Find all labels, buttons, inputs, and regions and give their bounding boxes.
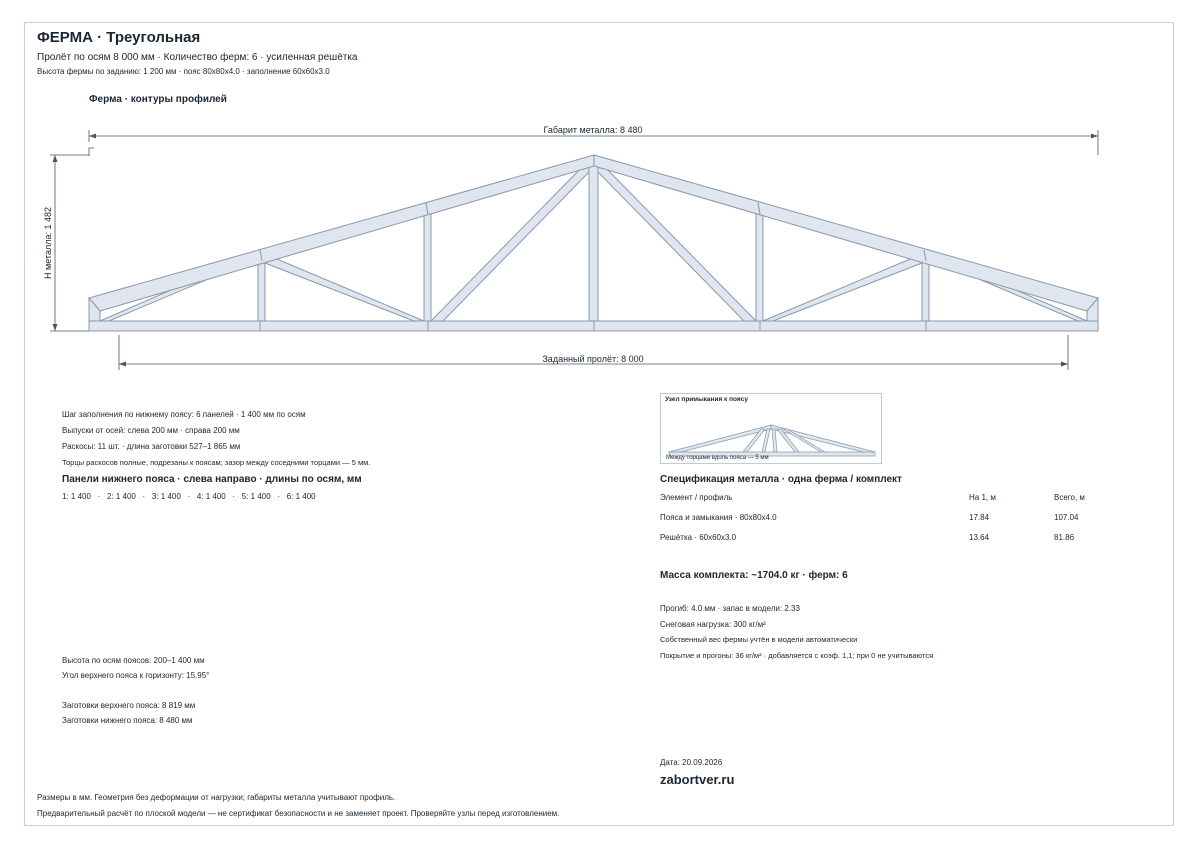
inset-title: Узел примыкания к поясу xyxy=(665,396,748,403)
panels-list: 1: 1 400 · 2: 1 400 · 3: 1 400 · 4: 1 400 · 5: 1 400 · 6: 1 400 xyxy=(62,492,316,501)
diagram-heading: Ферма · контуры профилей xyxy=(89,94,227,105)
braces-text: Раскосы: 11 шт. · длина заготовки 527–1 865 мм xyxy=(62,442,241,451)
panel-item: 1: 1 400 xyxy=(62,492,91,501)
truss-diagonal-5 xyxy=(763,254,922,321)
dim-metal-left-tick xyxy=(89,148,94,156)
page-subtitle: Пролёт по осям 8 000 мм · Количество ферм: 6 · усиленная решётка xyxy=(37,52,358,63)
panel-item: 3: 1 400 xyxy=(151,492,181,501)
heights-text: Высота по осям поясов: 200–1 400 мм xyxy=(62,656,205,665)
dim-span-label: Заданный пролёт: 8 000 xyxy=(542,354,644,364)
inset-caption: Между торцами вдоль пояса — 5 мм xyxy=(666,455,769,461)
panel-item: 2: 1 400 xyxy=(106,492,136,501)
fill-step-text: Шаг заполнения по нижнему поясу: 6 панелей · 1 400 мм по осям xyxy=(62,410,306,419)
spec-row-name: Пояса и замыкания · 80x80x4.0 xyxy=(660,513,777,522)
spec-row-per-one: 17.84 xyxy=(969,513,990,522)
spec-row-total: 107.04 xyxy=(1054,513,1079,522)
bottom-blanks-text: Заготовки нижнего пояса: 8 480 мм xyxy=(62,716,193,725)
spec-col-element: Элемент / профиль xyxy=(660,493,733,502)
footer-note-1: Размеры в мм. Геометрия без деформации от нагрузки; габариты металла учитывают профиль. xyxy=(37,793,396,802)
panel-item: 4: 1 400 xyxy=(196,492,226,501)
footer-note-2: Предварительный расчёт по плоской модели — не сертификат безопасности и не заменяет проект. Проверяйте узлы перед изготовлением. xyxy=(37,809,560,818)
spec-row-total: 81.86 xyxy=(1054,533,1075,542)
deflection-text: Прогиб: 4.0 мм · запас в модели: 2.33 xyxy=(660,604,800,613)
page-title: ФЕРМА · Треугольная xyxy=(37,29,201,46)
panel-item: 5: 1 400 xyxy=(241,492,271,501)
roof-load-text: Покрытие и прогоны: 36 кг/м² · добавляется с коэф. 1,1; при 0 не учитываются xyxy=(660,651,934,660)
spec-heading: Спецификация металла · одна ферма / комплект xyxy=(660,474,902,485)
self-weight-text: Собственный вес фермы учтён в модели автоматически xyxy=(660,635,858,644)
ends-note-text: Торцы раскосов полные, подрезаны к поясам; зазор между соседними торцами — 5 мм. xyxy=(62,458,371,467)
spec-col-total: Всего, м xyxy=(1054,493,1085,502)
dim-metal-height-label: H металла: 1 482 xyxy=(43,207,53,279)
angle-text: Угол верхнего пояса к горизонту: 15.95° xyxy=(62,671,210,680)
kit-mass: Масса комплекта: ~1704.0 кг · ферм: 6 xyxy=(660,570,848,581)
brand-logo-text: zabortver.ru xyxy=(660,772,735,787)
spec-row-per-one: 13.64 xyxy=(969,533,990,542)
date-text: Дата: 20.09.2026 xyxy=(660,758,723,767)
node-detail-inset xyxy=(660,393,882,464)
truss-diagram xyxy=(0,0,1200,390)
truss-vertical-3 xyxy=(589,164,598,321)
truss-diagonal-2 xyxy=(265,254,424,321)
spec-col-per-one: На 1, м xyxy=(969,493,996,502)
truss-vertical-2 xyxy=(424,208,431,321)
page-subtitle-secondary: Высота фермы по заданию: 1 200 мм · пояс 80x80x4.0 · заполнение 60x60x3.0 xyxy=(37,67,330,76)
panels-heading: Панели нижнего пояса · слева направо · длины по осям, мм xyxy=(62,474,362,485)
panel-item: 6: 1 400 xyxy=(286,492,316,501)
top-blanks-text: Заготовки верхнего пояса: 8 819 мм xyxy=(62,701,196,710)
truss-vertical-4 xyxy=(756,208,763,321)
spec-row-name: Решётка · 60x60x3.0 xyxy=(660,533,737,542)
overhang-text: Выпуски от осей: слева 200 мм · справа 200 мм xyxy=(62,426,240,435)
snow-load-text: Снеговая нагрузка: 300 кг/м² xyxy=(660,620,766,629)
dim-metal-width-label: Габарит металла: 8 480 xyxy=(543,125,643,135)
